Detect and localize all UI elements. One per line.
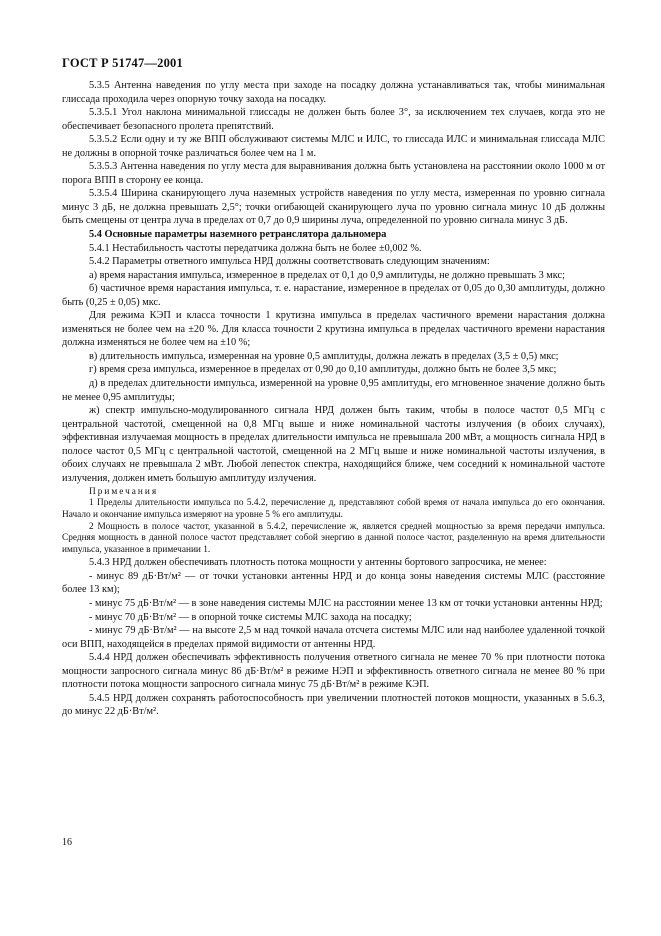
list-item: ж) спектр импульсно-модулированного сигнала НРД должен быть таким, чтобы в полосе частот 0,5 МГц с центральной частотой, смещенной на 0,8 МГц выше и ниже номинальной частоты излучения (в обоих случаях), эффективная излучаемая мощность в пределах длительности импульса не превышала 200 мВт, а мощность сигнала НРД в полосе частот 0,5 МГц с центральной частотой, смещенной на 2 МГц выше и ниже номинальной частоты излучения, в обоих случаях не превышала 2 мВт. Любой лепесток спектра, находящийся ближе, чем соседний к номинальной частоте излучения, должен иметь большую амплитуду излучения. — [62, 405, 605, 484]
paragraph: 5.4.1 Нестабильность частоты передатчика должна быть не более ±0,002 %. — [89, 242, 422, 254]
list-item: б) частичное время нарастания импульса, т. е. нарастание, измеренное в пределах от 0,05 до 0,30 амплитуды, должно быть (0,25 ± 0,05) мкс. — [62, 283, 605, 308]
document-body — [62, 79, 605, 719]
paragraph: 5.3.5.1 Угол наклона минимальной глиссады не должен быть более 3°, за исключением тех случаев, когда это не обеспечивает безопасного пролета препятствий. — [62, 107, 605, 132]
paragraph: 5.3.5.3 Антенна наведения по углу места для выравнивания должна быть установлена на расстоянии около 1000 м от порога ВПП в сторону ее конца. — [62, 161, 605, 186]
paragraph: 5.4.5 НРД должен сохранять работоспособность при увеличении плотностей потоков мощности, указанных в 5.6.3, до минус 22 дБ·Вт/м². — [62, 692, 605, 718]
paragraph: 5.3.5 Антенна наведения по углу места при заходе на посадку должна устанавливаться так, чтобы минимальная глиссада проходила через опорную точку захода на посадку. — [62, 80, 605, 105]
section-heading: 5.4 Основные параметры наземного ретранслятора дальномера — [89, 229, 387, 241]
paragraph: 5.4.4 НРД должен обеспечивать эффективность получения ответного сигнала не менее 70 % при плотности потока мощности запросного сигнала минус 86 дБ·Вт/м² в режиме НЭП и эффективность ответного сигнала не менее 80 % при плотности потока мощности запросного сигнала минус 75 дБ·Вт/м² в режиме КЭП. — [62, 652, 605, 691]
list-item: д) в пределах длительности импульса, измеренной на уровне 0,95 амплитуды, его мгновенное значение должно быть не менее 0,95 амплитуды; — [62, 378, 605, 403]
list-item: в) длительность импульса, измеренная на уровне 0,5 амплитуды, должна лежать в пределах (3,5 ± 0,5) мкс; — [89, 350, 559, 362]
paragraph: 5.4.3 НРД должен обеспечивать плотность потока мощности у антенны бортового запросчика, не менее: — [89, 557, 547, 569]
list-item: - минус 70 дБ·Вт/м² — в опорной точке системы МЛС захода на посадку; — [89, 611, 412, 623]
list-item: г) время среза импульса, измеренное в пределах от 0,90 до 0,10 амплитуды, должно быть не более 3,5 мкс; — [89, 364, 557, 376]
document-header: ГОСТ Р 51747—2001 — [62, 56, 183, 70]
paragraph: 5.3.5.2 Если одну и ту же ВПП обслуживают системы МЛС и ИЛС, то глиссада ИЛС и минимальная глиссада МЛС не должны в опорной точке различаться более чем на 1 м. — [62, 134, 605, 159]
list-item: а) время нарастания импульса, измеренное в пределах от 0,1 до 0,9 амплитуды, не должно превышать 3 мкс; — [89, 269, 565, 281]
note-item: 1 Пределы длительности импульса по 5.4.2, перечисление д, представляют собой время от начала импульса до его окончания. Начало и окончание импульса измеряют на уровне 5 % его амплитуды. — [62, 498, 605, 520]
list-item: - минус 75 дБ·Вт/м² — в зоне наведения системы МЛС на расстоянии менее 13 км от точки установки антенны НРД; — [89, 598, 603, 610]
list-item: - минус 79 дБ·Вт/м² — на высоте 2,5 м над точкой начала отсчета системы МЛС или над наиболее удаленной точкой оси ВПП, находящейся в пределах прямой видимости от антенны НРД. — [62, 625, 605, 650]
paragraph: 5.4.2 Параметры ответного импульса НРД должны соответствовать следующим значениям: — [89, 256, 490, 268]
notes-title: Примечания — [89, 487, 159, 498]
note-item: 2 Мощность в полосе частот, указанной в 5.4.2, перечисление ж, является средней мощностью за время передачи импульса. Средняя мощность в данной полосе частот представляет собой энергию в данной полосе частот, разделенную на время длительности импульса, указанное в примечании 1. — [62, 521, 605, 555]
list-item: - минус 89 дБ·Вт/м² — от точки установки антенны НРД и до конца зоны наведения системы МЛС (расстояние более 13 км); — [62, 570, 605, 596]
paragraph: 5.3.5.4 Ширина сканирующего луча наземных устройств наведения по углу места, измеренная по уровню сигнала минус 3 дБ, не должна превышать 2,5°; точки огибающей сканирующего луча по уровню сигнала минус 10 дБ должны быть смещены от центра луча в пределах от 0,7 до 0,9 ширины луча, определенной по уровню сигнала минус 3 дБ. — [62, 188, 605, 227]
page-number: 16 — [62, 837, 72, 848]
paragraph: Для режима КЭП и класса точности 1 крутизна импульса в пределах частичного времени нарастания должна изменяться не более чем на ±20 %. Для класса точности 2 крутизна импульса в пределах частичного времени нарастания должна изменяться не более чем на ±10 %; — [62, 310, 605, 349]
